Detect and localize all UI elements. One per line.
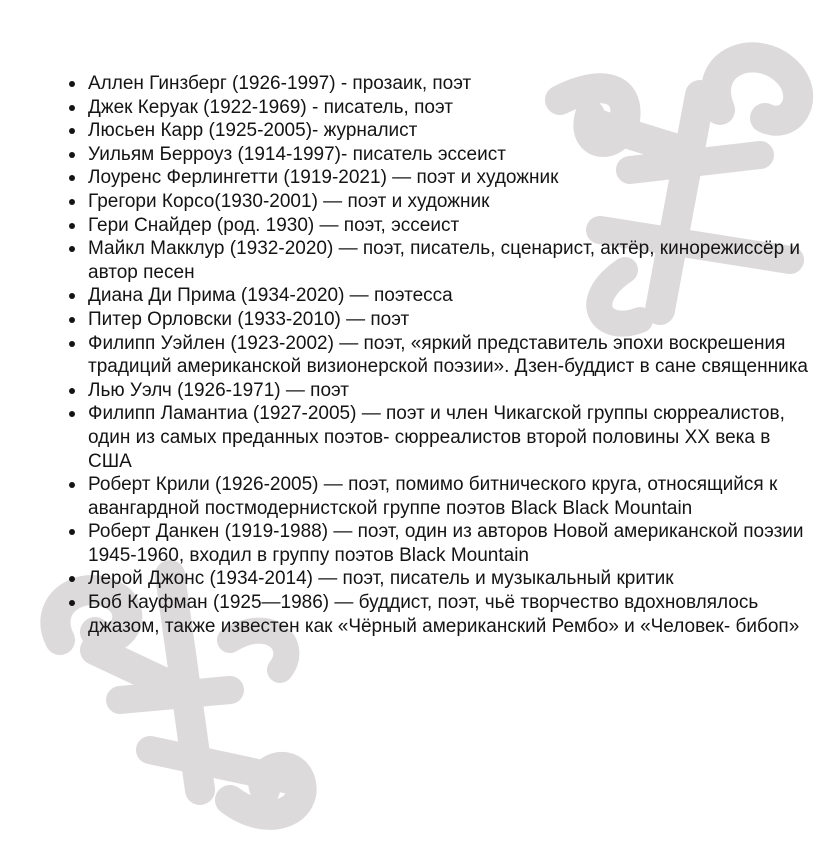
beat-generation-list [65, 72, 808, 638]
list-item: Гери Снайдер (род. 1930) — поэт, эссеист [88, 214, 808, 238]
list-item: Филипп Уэйлен (1923-2002) — поэт, «яркий представитель эпохи воскрешения традиций американской визионерской поэзии». Дзен-буддист в сане священника [88, 332, 808, 378]
list-item: Лерой Джонс (1934-2014) — поэт, писатель и музыкальный критик [88, 567, 808, 591]
list-item: Лоуренс Ферлингетти (1919-2021) — поэт и художник [88, 166, 808, 190]
list-item: Лью Уэлч (1926-1971) — поэт [88, 379, 808, 403]
list-item: Аллен Гинзберг (1926-1997) - прозаик, поэт [88, 72, 808, 96]
list-item: Люсьен Карр (1925-2005)- журналист [88, 119, 808, 143]
list-item: Боб Кауфман (1925—1986) — буддист, поэт, чьё творчество вдохновлялось джазом, также известен как «Чёрный американский Рембо» и «Человек- бибоп» [88, 591, 808, 638]
list-item: Филипп Ламантиа (1927-2005) — поэт и член Чикагской группы сюрреалистов, один из самых преданных поэтов- сюрреалистов второй половины XX века в США [88, 402, 808, 473]
list-item: Джек Керуак (1922-1969) - писатель, поэт [88, 96, 808, 120]
list-item: Питер Орловски (1933-2010) — поэт [88, 308, 808, 332]
list-item: Диана Ди Прима (1934-2020) — поэтесса [88, 284, 808, 308]
list-item: Грегори Корсо(1930-2001) — поэт и художник [88, 190, 808, 214]
list-item: Майкл Макклур (1932-2020) — поэт, писатель, сценарист, актёр, кинорежиссёр и автор песен [88, 237, 808, 284]
list-item: Уильям Берроуз (1914-1997)- писатель эссеист [88, 143, 808, 167]
list-item: Роберт Крили (1926-2005) — поэт, помимо битнического круга, относящийся к авангардной постмодернистской группе поэтов Black Black Mountain [88, 473, 808, 520]
list-item: Роберт Данкен (1919-1988) — поэт, один из авторов Новой американской поэзии 1945-1960, входил в группу поэтов Black Mountain [88, 520, 808, 567]
